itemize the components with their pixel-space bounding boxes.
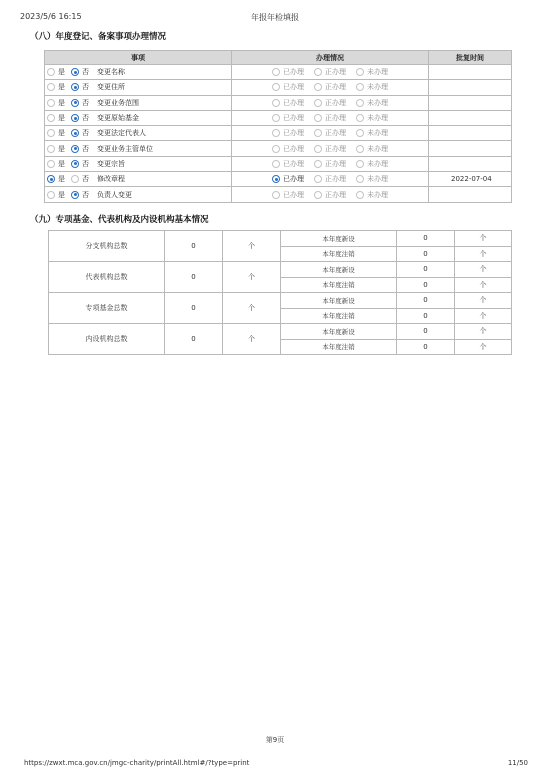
total-unit: 个 [223,231,281,262]
status-0-option[interactable] [272,128,304,138]
document-title: 年报年检填报 [251,13,299,22]
table-row [45,110,512,125]
status-0-radio-icon[interactable] [272,83,280,91]
changed-yes-radio-icon[interactable] [47,83,55,91]
changed-yes-radio-icon[interactable] [47,145,55,153]
changed-no-radio-icon[interactable] [71,114,79,122]
cancel-label: 本年度注销 [281,277,397,293]
new-count: 0 [397,293,455,309]
changed-no-option[interactable] [71,113,89,123]
status-0-label: 已办理 [283,114,304,123]
matter-name: 变更住所 [97,83,125,92]
status-0-radio-icon[interactable] [272,129,280,137]
status-cell [232,126,429,141]
table-row [45,65,512,80]
column-header-matter: 事项 [45,51,232,65]
status-1-radio-icon[interactable] [314,191,322,199]
changed-no-label: 否 [82,129,89,138]
matter-cell [45,172,232,187]
status-0-option[interactable] [272,190,304,200]
status-1-label: 正办理 [325,159,346,168]
status-0-option[interactable] [272,98,304,108]
total-count: 0 [165,262,223,293]
status-2-radio-icon[interactable] [356,99,364,107]
matter-cell [45,187,232,202]
matter-name: 变更名称 [97,68,125,77]
column-header-approval-date: 批复时间 [429,51,512,65]
status-2-label: 未办理 [367,114,388,123]
status-2-option[interactable] [356,174,388,184]
approval-date-cell: 2022-07-04 [429,172,512,187]
print-datetime: 2023/5/6 16:15 [20,12,82,21]
status-0-option[interactable] [272,113,304,123]
approval-date-cell [429,65,512,80]
status-cell [232,172,429,187]
changed-no-option[interactable] [71,174,89,184]
total-count: 0 [165,324,223,355]
cancel-unit: 个 [455,246,512,262]
cancel-unit: 个 [455,339,512,355]
institution-type-label: 分支机构总数 [49,231,165,262]
approval-date-cell [429,80,512,95]
column-header-status: 办理情况 [232,51,429,65]
changed-yes-radio-icon[interactable] [47,175,55,183]
changed-no-option[interactable] [71,82,89,92]
status-1-option[interactable] [314,67,346,77]
changed-yes-option[interactable] [47,67,65,77]
changed-yes-option[interactable] [47,82,65,92]
changed-yes-label: 是 [58,68,65,77]
status-2-label: 未办理 [367,175,388,184]
status-2-radio-icon[interactable] [356,68,364,76]
changed-yes-option[interactable] [47,144,65,154]
status-cell [232,156,429,171]
status-0-radio-icon[interactable] [272,68,280,76]
status-1-label: 正办理 [325,68,346,77]
status-0-radio-icon[interactable] [272,99,280,107]
matter-name: 修改章程 [97,175,125,184]
status-1-option[interactable] [314,159,346,169]
changed-yes-option[interactable] [47,128,65,138]
status-0-label: 已办理 [283,98,304,107]
status-1-option[interactable] [314,82,346,92]
status-cell [232,187,429,202]
changed-yes-label: 是 [58,159,65,168]
status-1-label: 正办理 [325,98,346,107]
status-0-label: 已办理 [283,175,304,184]
changed-no-radio-icon[interactable] [71,191,79,199]
changed-yes-label: 是 [58,83,65,92]
status-0-option[interactable] [272,144,304,154]
status-2-radio-icon[interactable] [356,83,364,91]
new-label: 本年度新设 [281,231,397,247]
status-2-option[interactable] [356,159,388,169]
approval-date-cell [429,110,512,125]
changed-yes-label: 是 [58,144,65,153]
changed-no-option[interactable] [71,128,89,138]
status-2-option[interactable] [356,67,388,77]
cancel-count: 0 [397,246,455,262]
status-2-label: 未办理 [367,190,388,199]
new-unit: 个 [455,293,512,309]
status-1-label: 正办理 [325,144,346,153]
table-row [45,95,512,110]
status-2-option[interactable] [356,98,388,108]
status-0-radio-icon[interactable] [272,175,280,183]
matter-cell [45,156,232,171]
matter-name: 变更业务主管单位 [97,144,153,153]
new-unit: 个 [455,324,512,340]
approval-date-cell [429,95,512,110]
changed-no-label: 否 [82,159,89,168]
changed-no-label: 否 [82,68,89,77]
status-2-label: 未办理 [367,129,388,138]
changed-yes-radio-icon[interactable] [47,160,55,168]
status-0-radio-icon[interactable] [272,160,280,168]
changed-no-option[interactable] [71,159,89,169]
total-unit: 个 [223,293,281,324]
page-number: 第9页 [265,736,285,744]
changed-no-option[interactable] [71,190,89,200]
changed-yes-radio-icon[interactable] [47,191,55,199]
total-unit: 个 [223,262,281,293]
status-0-label: 已办理 [283,190,304,199]
matter-name: 变更原始基金 [97,114,139,123]
matter-cell [45,126,232,141]
status-0-option[interactable] [272,67,304,77]
cancel-unit: 个 [455,277,512,293]
cancel-unit: 个 [455,308,512,324]
changed-yes-option[interactable] [47,190,65,200]
status-1-option[interactable] [314,190,346,200]
status-1-label: 正办理 [325,190,346,199]
table-row [45,172,512,187]
status-0-option[interactable] [272,174,304,184]
status-cell [232,95,429,110]
status-1-radio-icon[interactable] [314,83,322,91]
approval-date-cell [429,126,512,141]
new-unit: 个 [455,262,512,278]
status-0-label: 已办理 [283,159,304,168]
new-count: 0 [397,324,455,340]
table-row [45,80,512,95]
status-2-radio-icon[interactable] [356,191,364,199]
status-2-radio-icon[interactable] [356,114,364,122]
status-cell [232,80,429,95]
status-1-label: 正办理 [325,175,346,184]
table-row [49,231,512,247]
status-2-option[interactable] [356,128,388,138]
matter-name: 变更法定代表人 [97,129,146,138]
status-2-option[interactable] [356,82,388,92]
table-row [45,156,512,171]
matter-cell [45,65,232,80]
changed-no-label: 否 [82,144,89,153]
status-1-radio-icon[interactable] [314,129,322,137]
total-unit: 个 [223,324,281,355]
table-row [45,126,512,141]
changed-yes-radio-icon[interactable] [47,114,55,122]
changed-yes-option[interactable] [47,159,65,169]
status-0-label: 已办理 [283,144,304,153]
changed-no-radio-icon[interactable] [71,160,79,168]
new-unit: 个 [455,231,512,247]
matter-cell [45,80,232,95]
table-row [49,262,512,278]
status-2-label: 未办理 [367,144,388,153]
status-2-radio-icon[interactable] [356,145,364,153]
status-cell [232,141,429,156]
changed-no-label: 否 [82,83,89,92]
changed-no-radio-icon[interactable] [71,175,79,183]
status-1-option[interactable] [314,128,346,138]
cancel-count: 0 [397,339,455,355]
institution-type-label: 代表机构总数 [49,262,165,293]
section-9-title: （九）专项基金、代表机构及内设机构基本情况 [30,215,209,225]
approval-date-cell [429,141,512,156]
changed-yes-label: 是 [58,98,65,107]
status-1-option[interactable] [314,144,346,154]
section-8-title: （八）年度登记、备案事项办理情况 [30,32,167,42]
table-header-row [45,51,512,65]
status-1-radio-icon[interactable] [314,68,322,76]
cancel-label: 本年度注销 [281,246,397,262]
status-0-label: 已办理 [283,83,304,92]
status-0-option[interactable] [272,82,304,92]
cancel-label: 本年度注销 [281,308,397,324]
institutions-table [48,230,512,355]
status-1-radio-icon[interactable] [314,145,322,153]
changed-yes-radio-icon[interactable] [47,99,55,107]
new-label: 本年度新设 [281,262,397,278]
table-row [49,293,512,309]
status-2-label: 未办理 [367,83,388,92]
approval-date-cell [429,187,512,202]
changed-yes-radio-icon[interactable] [47,129,55,137]
status-0-radio-icon[interactable] [272,145,280,153]
changed-no-radio-icon[interactable] [71,99,79,107]
status-1-radio-icon[interactable] [314,160,322,168]
changed-yes-radio-icon[interactable] [47,68,55,76]
matter-name: 变更宗旨 [97,159,125,168]
total-count: 0 [165,293,223,324]
changed-yes-label: 是 [58,190,65,199]
status-1-radio-icon[interactable] [314,114,322,122]
changed-no-option[interactable] [71,98,89,108]
cancel-label: 本年度注销 [281,339,397,355]
changed-no-radio-icon[interactable] [71,129,79,137]
matter-cell [45,110,232,125]
status-2-option[interactable] [356,190,388,200]
status-0-label: 已办理 [283,68,304,77]
total-count: 0 [165,231,223,262]
status-2-label: 未办理 [367,68,388,77]
new-count: 0 [397,262,455,278]
status-2-radio-icon[interactable] [356,175,364,183]
status-2-option[interactable] [356,113,388,123]
status-cell [232,65,429,80]
matter-cell [45,141,232,156]
changed-no-radio-icon[interactable] [71,83,79,91]
changed-yes-option[interactable] [47,113,65,123]
changed-no-label: 否 [82,114,89,123]
registration-matters-table [44,50,512,203]
status-1-label: 正办理 [325,83,346,92]
new-count: 0 [397,231,455,247]
changed-no-radio-icon[interactable] [71,145,79,153]
status-1-label: 正办理 [325,114,346,123]
status-2-label: 未办理 [367,98,388,107]
status-2-option[interactable] [356,144,388,154]
changed-no-option[interactable] [71,144,89,154]
changed-yes-label: 是 [58,129,65,138]
status-1-radio-icon[interactable] [314,175,322,183]
institution-type-label: 内设机构总数 [49,324,165,355]
changed-no-label: 否 [82,175,89,184]
status-0-radio-icon[interactable] [272,191,280,199]
status-2-radio-icon[interactable] [356,129,364,137]
matter-cell [45,95,232,110]
changed-yes-label: 是 [58,114,65,123]
approval-date-cell [429,156,512,171]
table-row [49,324,512,340]
status-1-option[interactable] [314,98,346,108]
changed-no-label: 否 [82,190,89,199]
print-url: https://zwxt.mca.gov.cn/jmgc-charity/printAll.html#/?type=print [24,759,250,767]
changed-yes-label: 是 [58,175,65,184]
status-0-option[interactable] [272,159,304,169]
new-label: 本年度新设 [281,293,397,309]
matter-name: 负责人变更 [97,190,132,199]
status-1-option[interactable] [314,113,346,123]
status-cell [232,110,429,125]
print-page-count: 11/50 [507,759,528,767]
changed-no-option[interactable] [71,67,89,77]
status-0-radio-icon[interactable] [272,114,280,122]
cancel-count: 0 [397,308,455,324]
status-1-option[interactable] [314,174,346,184]
status-1-label: 正办理 [325,129,346,138]
cancel-count: 0 [397,277,455,293]
changed-no-label: 否 [82,98,89,107]
matter-name: 变更业务范围 [97,98,139,107]
table-row [45,187,512,202]
status-2-radio-icon[interactable] [356,160,364,168]
table-row [45,141,512,156]
status-2-label: 未办理 [367,159,388,168]
changed-yes-option[interactable] [47,174,65,184]
new-label: 本年度新设 [281,324,397,340]
status-0-label: 已办理 [283,129,304,138]
changed-yes-option[interactable] [47,98,65,108]
changed-no-radio-icon[interactable] [71,68,79,76]
institution-type-label: 专项基金总数 [49,293,165,324]
status-1-radio-icon[interactable] [314,99,322,107]
